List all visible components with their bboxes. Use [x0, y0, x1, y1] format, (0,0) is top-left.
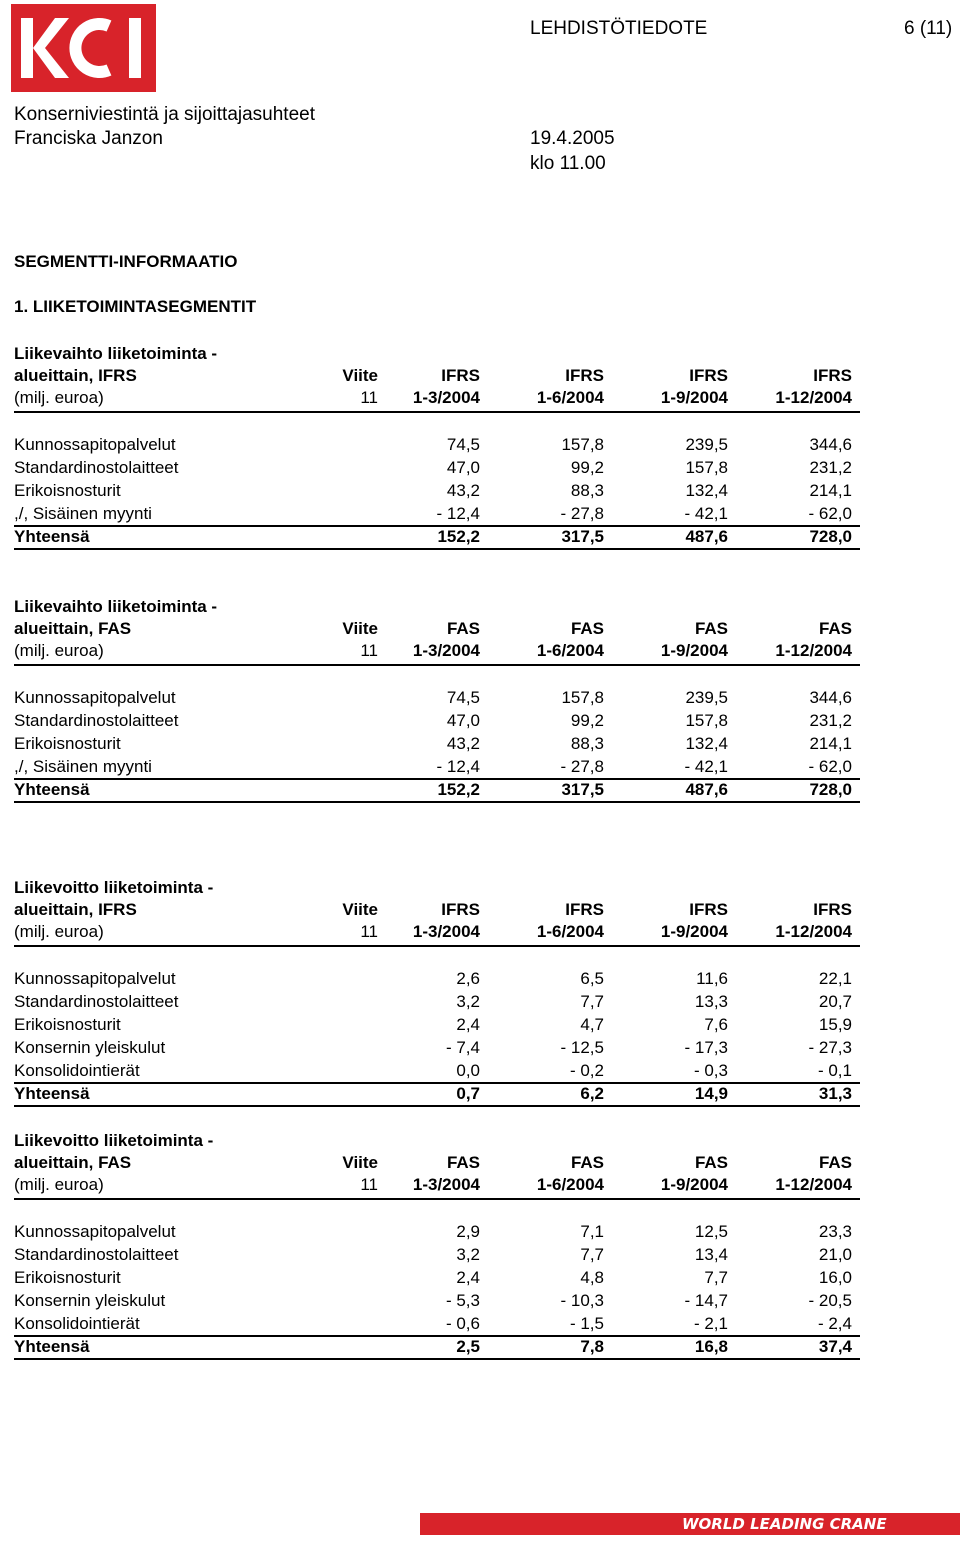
row-value: 43,2: [446, 481, 480, 500]
table-row: [14, 1268, 860, 1290]
period-header: 1-6/2004: [536, 641, 604, 660]
row-value: 99,2: [570, 458, 604, 477]
total-value: 2,5: [456, 1337, 480, 1356]
total-value: 487,6: [685, 780, 728, 799]
row-value: 2,4: [456, 1015, 480, 1034]
period-header: 1-12/2004: [775, 922, 852, 941]
table-row: [14, 1222, 860, 1244]
table-title-row: [14, 597, 860, 619]
unit-label: (milj. euroa): [14, 922, 104, 941]
row-label: ,/, Sisäinen myynti: [14, 757, 152, 776]
kci-logo-mark: [11, 4, 156, 92]
row-label: Standardinostolaitteet: [14, 711, 179, 730]
total-value: 0,7: [456, 1084, 480, 1103]
viite-label: Viite: [342, 619, 378, 638]
period-header: 1-3/2004: [412, 1175, 480, 1194]
row-value: 88,3: [570, 481, 604, 500]
total-value: 6,2: [580, 1084, 604, 1103]
table-row: [14, 1291, 860, 1313]
table-title-row: [14, 878, 860, 900]
period-header: 1-12/2004: [775, 388, 852, 407]
viite-value: 11: [360, 388, 378, 407]
standard-header: FAS: [446, 619, 480, 638]
table-row: [14, 992, 860, 1014]
row-value: 20,7: [818, 992, 852, 1011]
release-time: klo 11.00: [530, 153, 606, 174]
department: Konserniviestintä ja sijoittajasuhteet: [14, 104, 316, 125]
row-value: - 12,4: [436, 504, 480, 523]
standard-header: IFRS: [689, 900, 728, 919]
row-label: Kunnossapitopalvelut: [14, 969, 176, 988]
row-label: Konsernin yleiskulut: [14, 1291, 166, 1310]
period-header: 1-9/2004: [660, 922, 728, 941]
period-header: 1-9/2004: [660, 1175, 728, 1194]
business-segments-heading: 1. LIIKETOIMINTASEGMENTIT: [14, 297, 257, 316]
period-header: 1-12/2004: [775, 641, 852, 660]
total-value: 487,6: [685, 527, 728, 546]
row-value: 157,8: [561, 435, 604, 454]
unit-label: (milj. euroa): [14, 1175, 104, 1194]
standard-header: IFRS: [441, 366, 480, 385]
standard-header: FAS: [570, 619, 604, 638]
table-row: [14, 711, 860, 733]
table-standard-row: [14, 1153, 860, 1175]
row-value: 11,6: [696, 969, 728, 988]
row-value: 2,4: [456, 1268, 480, 1287]
row-label: Standardinostolaitteet: [14, 992, 179, 1011]
row-value: - 42,1: [684, 504, 728, 523]
row-value: 344,6: [809, 435, 852, 454]
table-row: [14, 504, 860, 526]
row-value: 239,5: [685, 688, 728, 707]
row-label: Erikoisnosturit: [14, 481, 121, 500]
period-header: 1-3/2004: [412, 388, 480, 407]
row-value: - 7,4: [445, 1038, 480, 1057]
row-value: - 42,1: [684, 757, 728, 776]
row-value: 214,1: [809, 734, 852, 753]
row-value: 157,8: [685, 458, 728, 477]
footer-tagline-bar: [420, 1513, 960, 1551]
segment-info-heading: SEGMENTTI-INFORMAATIO: [14, 252, 238, 271]
table-subtitle: alueittain, FAS: [14, 619, 132, 638]
row-label: Erikoisnosturit: [14, 734, 121, 753]
row-value: 7,7: [704, 1268, 728, 1287]
row-value: 43,2: [446, 734, 480, 753]
viite-value: 11: [360, 922, 378, 941]
table-title: Liikevoitto liiketoiminta -: [14, 878, 214, 897]
table-row: [14, 1038, 860, 1060]
total-bottom-rule: [14, 1105, 860, 1107]
row-value: - 1,5: [569, 1314, 604, 1333]
unit-label: (milj. euroa): [14, 388, 104, 407]
table-period-row: [14, 641, 860, 663]
total-value: 728,0: [809, 527, 852, 546]
total-bottom-rule: [14, 1358, 860, 1360]
viite-value: 11: [360, 1175, 378, 1194]
row-label: Kunnossapitopalvelut: [14, 688, 176, 707]
row-value: 7,6: [704, 1015, 728, 1034]
row-value: 23,3: [818, 1222, 852, 1241]
row-value: 88,3: [570, 734, 604, 753]
row-value: - 27,3: [808, 1038, 852, 1057]
table-row: [14, 734, 860, 756]
period-header: 1-9/2004: [660, 641, 728, 660]
row-value: 2,6: [456, 969, 480, 988]
table-standard-row: [14, 900, 860, 922]
row-value: 132,4: [685, 481, 728, 500]
row-value: - 12,4: [436, 757, 480, 776]
row-value: 231,2: [809, 458, 852, 477]
row-value: 2,9: [456, 1222, 480, 1241]
row-label: Kunnossapitopalvelut: [14, 435, 176, 454]
row-label: Standardinostolaitteet: [14, 1245, 179, 1264]
standard-header: FAS: [694, 1153, 728, 1172]
period-header: 1-3/2004: [412, 922, 480, 941]
row-value: - 27,8: [560, 757, 604, 776]
total-row: [14, 1084, 860, 1106]
total-row: [14, 1337, 860, 1359]
row-value: 344,6: [809, 688, 852, 707]
viite-value: 11: [360, 641, 378, 660]
table-title-row: [14, 1131, 860, 1153]
row-value: 7,1: [580, 1222, 604, 1241]
table-period-row: [14, 388, 860, 410]
row-value: 7,7: [580, 992, 604, 1011]
row-value: - 5,3: [445, 1291, 480, 1310]
row-label: Standardinostolaitteet: [14, 458, 179, 477]
table-title: Liikevaihto liiketoiminta -: [14, 597, 218, 616]
table-period-row: [14, 1175, 860, 1197]
row-value: - 10,3: [560, 1291, 604, 1310]
total-value: 317,5: [561, 780, 604, 799]
row-value: 3,2: [456, 1245, 480, 1264]
table-row: [14, 688, 860, 710]
row-value: 22,1: [818, 969, 852, 988]
table-row: [14, 435, 860, 457]
period-header: 1-6/2004: [536, 1175, 604, 1194]
row-value: - 62,0: [808, 504, 852, 523]
viite-label: Viite: [342, 900, 378, 919]
standard-header: IFRS: [689, 366, 728, 385]
row-label: ,/, Sisäinen myynti: [14, 504, 152, 523]
row-value: 4,7: [580, 1015, 604, 1034]
header-rule: [14, 945, 860, 947]
standard-header: IFRS: [565, 366, 604, 385]
row-value: 214,1: [809, 481, 852, 500]
period-header: 1-6/2004: [536, 922, 604, 941]
row-label: Konsernin yleiskulut: [14, 1038, 166, 1057]
row-label: Konsolidointierät: [14, 1314, 140, 1333]
row-value: 21,0: [818, 1245, 852, 1264]
period-header: 1-3/2004: [412, 641, 480, 660]
row-value: - 12,5: [560, 1038, 604, 1057]
row-value: 7,7: [580, 1245, 604, 1264]
row-value: 99,2: [570, 711, 604, 730]
kci-logo: [11, 4, 156, 92]
table-standard-row: [14, 366, 860, 388]
row-value: 157,8: [685, 711, 728, 730]
row-value: 239,5: [685, 435, 728, 454]
row-value: - 0,6: [445, 1314, 480, 1333]
standard-header: FAS: [818, 1153, 852, 1172]
total-value: 31,3: [818, 1084, 852, 1103]
table-row: [14, 1061, 860, 1083]
period-header: 1-6/2004: [536, 388, 604, 407]
table-row: [14, 757, 860, 779]
total-label: Yhteensä: [14, 1084, 90, 1103]
row-value: 16,0: [818, 1268, 852, 1287]
total-value: 16,8: [694, 1337, 728, 1356]
table-row: [14, 481, 860, 503]
table-row: [14, 1015, 860, 1037]
standard-header: FAS: [446, 1153, 480, 1172]
contact-name: Franciska Janzon: [14, 128, 163, 149]
standard-header: IFRS: [441, 900, 480, 919]
row-value: 3,2: [456, 992, 480, 1011]
standard-header: FAS: [818, 619, 852, 638]
row-value: 132,4: [685, 734, 728, 753]
standard-header: IFRS: [813, 900, 852, 919]
row-value: - 0,1: [817, 1061, 852, 1080]
row-value: - 14,7: [684, 1291, 728, 1310]
row-value: 13,4: [694, 1245, 728, 1264]
row-label: Erikoisnosturit: [14, 1015, 121, 1034]
row-value: - 62,0: [808, 757, 852, 776]
total-row: [14, 527, 860, 549]
page-number: 6 (11): [904, 18, 953, 39]
total-value: 152,2: [437, 780, 480, 799]
row-value: 74,5: [446, 688, 480, 707]
row-value: 231,2: [809, 711, 852, 730]
row-value: - 2,4: [817, 1314, 852, 1333]
total-value: 7,8: [580, 1337, 604, 1356]
table-standard-row: [14, 619, 860, 641]
row-value: - 27,8: [560, 504, 604, 523]
release-date: 19.4.2005: [530, 128, 615, 149]
table-title: Liikevoitto liiketoiminta -: [14, 1131, 214, 1150]
header-rule: [14, 664, 860, 666]
row-value: - 0,2: [569, 1061, 604, 1080]
total-value: 37,4: [818, 1337, 852, 1356]
total-value: 728,0: [809, 780, 852, 799]
table-row: [14, 1314, 860, 1336]
table-row: [14, 458, 860, 480]
row-value: 0,0: [456, 1061, 480, 1080]
viite-label: Viite: [342, 366, 378, 385]
header-rule: [14, 411, 860, 413]
row-label: Erikoisnosturit: [14, 1268, 121, 1287]
unit-label: (milj. euroa): [14, 641, 104, 660]
standard-header: FAS: [570, 1153, 604, 1172]
table-subtitle: alueittain, FAS: [14, 1153, 132, 1172]
row-label: Konsolidointierät: [14, 1061, 140, 1080]
total-bottom-rule: [14, 801, 860, 803]
total-label: Yhteensä: [14, 1337, 90, 1356]
total-value: 14,9: [694, 1084, 728, 1103]
period-header: 1-9/2004: [660, 388, 728, 407]
table-row: [14, 969, 860, 991]
total-bottom-rule: [14, 548, 860, 550]
document-type: LEHDISTÖTIEDOTE: [530, 18, 708, 39]
row-value: 12,5: [694, 1222, 728, 1241]
row-value: - 17,3: [684, 1038, 728, 1057]
table-row: [14, 1245, 860, 1267]
table-period-row: [14, 922, 860, 944]
header-rule: [14, 1198, 860, 1200]
table-subtitle: alueittain, IFRS: [14, 366, 137, 385]
row-value: - 2,1: [693, 1314, 728, 1333]
row-value: 47,0: [446, 711, 480, 730]
row-value: - 20,5: [808, 1291, 852, 1310]
row-value: 157,8: [561, 688, 604, 707]
row-value: 4,8: [580, 1268, 604, 1287]
row-value: 47,0: [446, 458, 480, 477]
total-row: [14, 780, 860, 802]
standard-header: IFRS: [813, 366, 852, 385]
row-label: Kunnossapitopalvelut: [14, 1222, 176, 1241]
standard-header: IFRS: [565, 900, 604, 919]
row-value: 6,5: [580, 969, 604, 988]
row-value: 15,9: [818, 1015, 852, 1034]
viite-label: Viite: [342, 1153, 378, 1172]
row-value: - 0,3: [693, 1061, 728, 1080]
period-header: 1-12/2004: [775, 1175, 852, 1194]
standard-header: FAS: [694, 619, 728, 638]
footer-tagline: WORLD LEADING CRANE TECHNOLOGY: [682, 1515, 887, 1551]
table-subtitle: alueittain, IFRS: [14, 900, 137, 919]
total-label: Yhteensä: [14, 780, 90, 799]
total-label: Yhteensä: [14, 527, 90, 546]
row-value: 13,3: [694, 992, 728, 1011]
total-value: 317,5: [561, 527, 604, 546]
total-value: 152,2: [437, 527, 480, 546]
table-title: Liikevaihto liiketoiminta -: [14, 344, 218, 363]
row-value: 74,5: [446, 435, 480, 454]
table-title-row: [14, 344, 860, 366]
